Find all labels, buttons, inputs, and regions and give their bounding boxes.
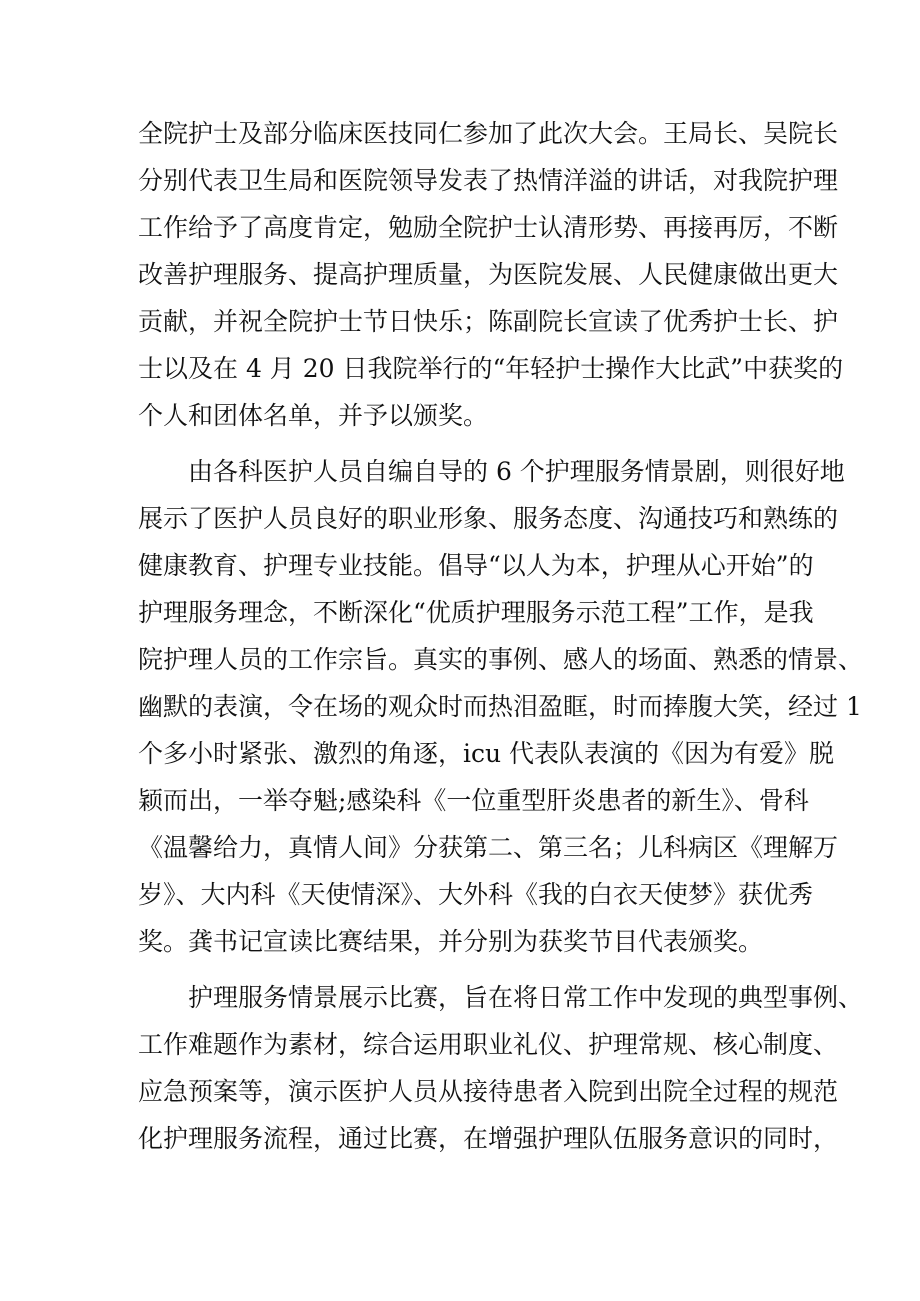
text-line: 由各科医护人员自编自导的 6 个护理服务情景剧，则很好地 [188,457,845,486]
text-line: 岁》、大内科《天使情深》、大外科《我的白衣天使梦》获优秀 [138,880,814,909]
text-line: 颖而出，一举夺魁;感染科《一位重型肝炎患者的新生》、骨科 [138,786,809,815]
text-line: 全院护士及部分临床医技同仁参加了此次大会。王局长、吴院长 [138,119,839,148]
text-line: 《温馨给力，真情人间》分获第二、第三名；儿科病区《理解万 [138,833,839,862]
text-line: 院护理人员的工作宗旨。真实的事例、感人的场面、熟悉的情景、 [138,645,864,674]
text-line: 分别代表卫生局和医院领导发表了热情洋溢的讲话，对我院护理 [138,166,839,195]
text-line: 个人和团体名单，并予以颁奖。 [138,401,489,430]
paragraph-2 [138,448,864,965]
text-line: 健康教育、护理专业技能。倡导“以人为本，护理从心开始”的 [138,551,814,580]
text-line: 贡献，并祝全院护士节日快乐；陈副院长宣读了优秀护士长、护 [138,307,839,336]
text-line: 化护理服务流程，通过比赛，在增强护理队伍服务意识的同时， [138,1124,839,1153]
text-line: 护理服务理念，不断深化“优质护理服务示范工程”工作，是我 [138,598,814,627]
text-line: 应急预案等，演示医护人员从接待患者入院到出院全过程的规范 [138,1077,839,1106]
text-line: 幽默的表演，令在场的观众时而热泪盈眶，时而捧腹大笑，经过 1 [138,692,862,721]
text-line: 士以及在 4 月 20 日我院举行的“年轻护士操作大比武”中获奖的 [138,354,844,383]
text-line: 奖。龚书记宣读比赛结果，并分别为获奖节目代表颁奖。 [138,927,764,956]
text-line: 工作给予了高度肯定，勉励全院护士认清形势、再接再厉，不断 [138,213,839,242]
text-line: 个多小时紧张、激烈的角逐，icu 代表队表演的《因为有爱》脱 [138,739,835,768]
paragraph-1 [138,110,844,439]
text-line: 工作难题作为素材，综合运用职业礼仪、护理常规、核心制度、 [138,1030,839,1059]
document-body [138,110,864,1162]
text-line: 改善护理服务、提高护理质量，为医院发展、人民健康做出更大 [138,260,839,289]
text-line: 展示了医护人员良好的职业形象、服务态度、沟通技巧和熟练的 [138,504,839,533]
paragraph-3 [138,974,864,1162]
text-line: 护理服务情景展示比赛，旨在将日常工作中发现的典型事例、 [188,983,864,1012]
